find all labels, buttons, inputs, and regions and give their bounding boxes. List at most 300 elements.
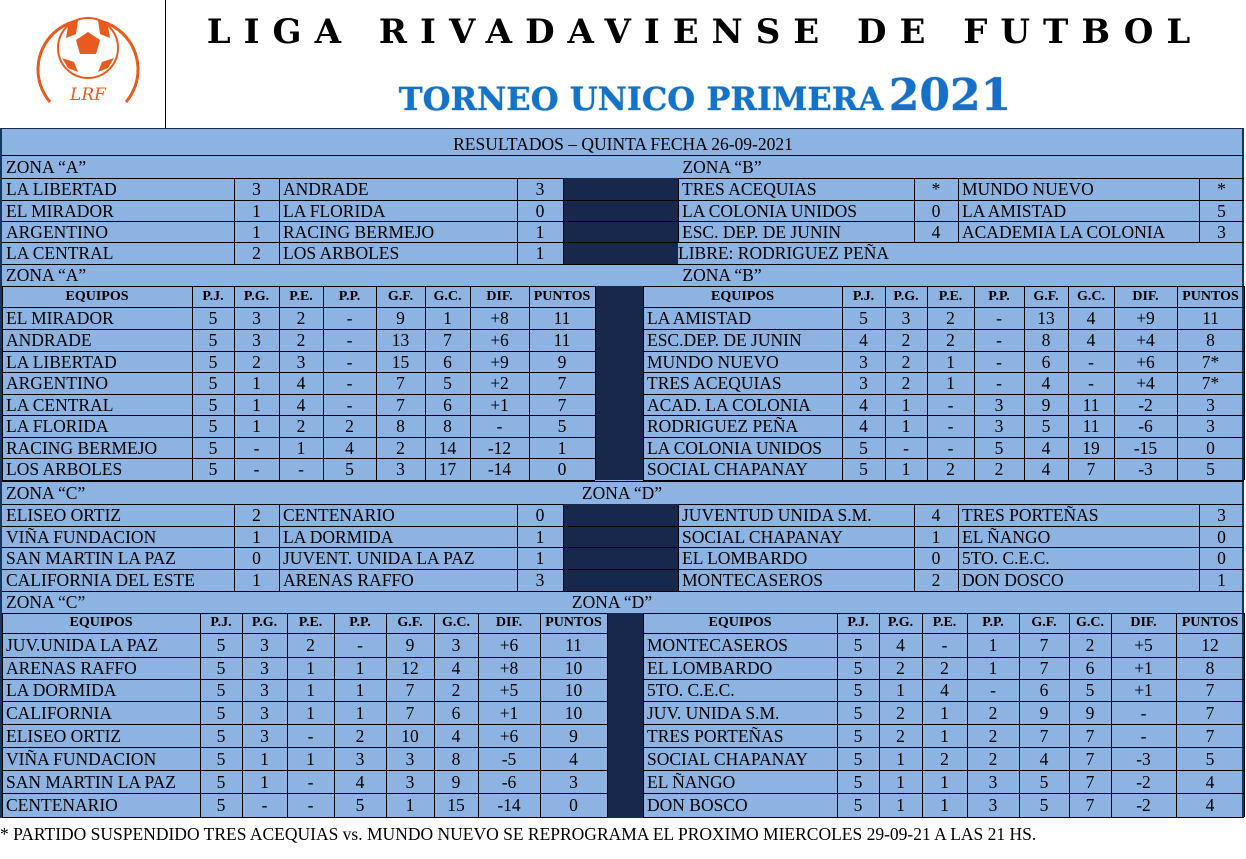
- grid-vline: [200, 613, 201, 817]
- standings-value: 1: [557, 438, 567, 458]
- standings-value: 7: [1085, 795, 1095, 815]
- standings-value: 5: [853, 680, 863, 700]
- grid-vline: [885, 286, 886, 480]
- standings-value: 2: [896, 726, 905, 746]
- standings-value: -: [357, 635, 363, 655]
- standings-value: -: [496, 416, 503, 436]
- standings-value: 5: [853, 795, 863, 815]
- standings-value: 3: [451, 635, 461, 655]
- result-team: JUVENT. UNIDA LA PAZ: [283, 548, 475, 568]
- column-header: P.E.: [938, 289, 963, 304]
- standings-value: 1: [940, 703, 949, 723]
- standings-value: 8: [1041, 330, 1051, 350]
- result-team: LA COLONIA UNIDOS: [682, 201, 857, 221]
- standings-team: JUV. UNIDA S.M.: [647, 703, 780, 723]
- standings-value: 3: [1206, 395, 1215, 415]
- result-score: 0: [252, 548, 261, 568]
- standings-value: 7: [396, 395, 405, 415]
- standings-value: -: [253, 438, 260, 458]
- standings-value: 3: [569, 772, 578, 792]
- standings-value: -: [996, 373, 1002, 393]
- grid-vline: [842, 286, 843, 480]
- standings-team: LA CENTRAL: [6, 395, 114, 415]
- standings-value: 5: [345, 459, 354, 479]
- standings-value: 7: [1039, 658, 1049, 678]
- standings-value: 5: [208, 438, 218, 458]
- standings-value: 5: [1039, 772, 1049, 792]
- standings-value: -: [990, 680, 996, 700]
- result-team: LA DORMIDA: [283, 527, 394, 547]
- grid-vline: [234, 286, 235, 480]
- standings-value: -: [1140, 703, 1147, 723]
- standings-value: 2: [296, 330, 306, 350]
- standings-value: 3: [405, 749, 415, 769]
- standings-value: 5: [216, 635, 226, 655]
- standings-team: 5TO. C.E.C.: [647, 680, 735, 700]
- grid-vline: [279, 178, 280, 264]
- column-header: PUNTOS: [545, 615, 602, 630]
- result-team: SOCIAL CHAPANAY: [682, 527, 843, 547]
- standings-value: +6: [490, 330, 509, 350]
- standings-value: 5: [208, 373, 218, 393]
- standings-team: RACING BERMEJO: [6, 438, 158, 458]
- result-team: LA AMISTAD: [962, 201, 1067, 221]
- standings-value: -2: [1138, 395, 1153, 415]
- grid-hline: [2, 200, 1244, 201]
- grid-hline: [2, 793, 607, 794]
- standings-value: 5: [216, 726, 226, 746]
- standings-value: 5: [853, 658, 863, 678]
- result-score: 1: [252, 201, 261, 221]
- standings-value: 1: [988, 635, 998, 655]
- standings-value: 4: [1086, 330, 1096, 350]
- standings-value: 7: [1085, 749, 1095, 769]
- standings-value: 5: [208, 308, 218, 328]
- standings-value: 3: [252, 330, 261, 350]
- standings-team: DON BOSCO: [647, 795, 748, 815]
- standings-value: +2: [490, 373, 509, 393]
- standings-value: 1: [306, 658, 315, 678]
- standings-value: 2: [896, 703, 905, 723]
- tournament-year: 2021: [888, 70, 1012, 121]
- standings-value: 6: [1041, 352, 1051, 372]
- column-header: DIF.: [1130, 615, 1157, 630]
- standings-value: 5: [1205, 749, 1215, 769]
- result-score: 5: [1217, 201, 1226, 221]
- standings-value: 1: [946, 373, 955, 393]
- grid-vline: [678, 504, 679, 591]
- standings-value: 6: [451, 703, 461, 723]
- column-header: DIF.: [1132, 289, 1159, 304]
- league-title: LIGA RIVADAVIENSE DE FUTBOL: [206, 12, 1204, 52]
- grid-vline: [323, 286, 324, 480]
- standings-value: 9: [569, 726, 578, 746]
- tournament-title: [170, 70, 1240, 121]
- grid-hline: [2, 264, 1244, 265]
- grid-vline: [1024, 286, 1025, 480]
- footer-note: * PARTIDO SUSPENDIDO TRES ACEQUIAS vs. MUNDO NUEVO SE REPROGRAMA EL PROXIMO MIERCOLES 29-09-21 A LAS 21 HS.: [0, 824, 1037, 844]
- standings-value: 4: [1041, 438, 1051, 458]
- grid-vline: [1199, 504, 1200, 591]
- standings-value: 1: [901, 395, 911, 415]
- standings-team: LA FLORIDA: [6, 416, 109, 436]
- standings-value: 5: [216, 658, 226, 678]
- result-score: 1: [252, 570, 261, 590]
- result-score: 3: [1217, 505, 1226, 525]
- standings-value: 4: [896, 635, 905, 655]
- standings-value: 9: [1039, 703, 1049, 723]
- standings-value: 3: [901, 308, 911, 328]
- result-team: MONTECASEROS: [682, 570, 823, 590]
- column-header: G.C.: [1077, 289, 1105, 304]
- standings-team: LA DORMIDA: [6, 680, 117, 700]
- result-team: TRES PORTEÑAS: [962, 505, 1099, 525]
- column-header: PUNTOS: [1181, 615, 1239, 630]
- standings-value: 1: [988, 658, 998, 678]
- result-team: JUVENTUD UNIDA S.M.: [682, 505, 872, 525]
- standings-value: 7: [1086, 459, 1096, 479]
- grid-hline: [2, 633, 607, 634]
- league-logo-icon: [28, 2, 148, 106]
- standings-value: 1: [252, 395, 261, 415]
- standings-value: -6: [1138, 416, 1153, 436]
- result-score: 1: [535, 243, 545, 263]
- grid-hline: [2, 701, 607, 702]
- standings-value: 2: [940, 749, 949, 769]
- standings-team: EL MIRADOR: [6, 308, 114, 328]
- grid-vline: [1019, 613, 1020, 817]
- standings-value: 2: [1085, 635, 1095, 655]
- standings-value: 2: [296, 416, 306, 436]
- result-team: MUNDO NUEVO: [962, 179, 1094, 199]
- standings-value: 2: [946, 308, 955, 328]
- grid-vline: [386, 613, 387, 817]
- column-header: P.J.: [210, 615, 232, 630]
- standings-team: SOCIAL CHAPANAY: [647, 459, 808, 479]
- standings-value: 1: [306, 703, 315, 723]
- standings-value: 9: [557, 352, 567, 372]
- standings-value: -: [947, 416, 954, 436]
- grid-hline: [2, 372, 595, 373]
- column-header: P.E.: [932, 615, 957, 630]
- result-team: ESC. DEP. DE JUNIN: [682, 222, 841, 242]
- standings-value: 4: [1039, 749, 1049, 769]
- standings-value: 4: [296, 373, 306, 393]
- standings-team: LA COLONIA UNIDOS: [647, 438, 822, 458]
- standings-value: -: [1088, 352, 1094, 372]
- standings-team: ESC.DEP. DE JUNIN: [647, 330, 802, 350]
- standings-value: 5: [853, 635, 863, 655]
- standings-value: 1: [306, 749, 315, 769]
- standings-value: 6: [443, 352, 452, 372]
- grid-vline: [234, 504, 235, 591]
- column-header: DIF.: [486, 289, 513, 304]
- results-sheet: [0, 128, 1244, 818]
- standings-value: 7: [396, 373, 405, 393]
- standings-value: 1: [896, 795, 905, 815]
- header-divider: [165, 0, 166, 128]
- grid-vline: [287, 613, 288, 817]
- result-score: 0: [1217, 548, 1226, 568]
- standings-value: 7: [1205, 703, 1215, 723]
- standings-value: 6: [1085, 658, 1095, 678]
- result-team: EL MIRADOR: [6, 201, 114, 221]
- standings-value: -: [346, 330, 353, 350]
- result-score: 2: [252, 505, 261, 525]
- grid-hline: [643, 793, 1244, 794]
- standings-value: +8: [490, 308, 509, 328]
- standings-team: ELISEO ORTIZ: [6, 726, 122, 746]
- column-header: G.F.: [1033, 289, 1059, 304]
- standings-value: 7*: [1201, 352, 1220, 372]
- result-score: 1: [535, 548, 545, 568]
- standings-value: 8: [1206, 330, 1215, 350]
- grid-vline: [1176, 613, 1177, 817]
- result-score: 4: [931, 222, 941, 242]
- result-score: *: [1217, 179, 1226, 199]
- grid-hline: [2, 547, 1244, 548]
- standings-value: +6: [499, 635, 519, 655]
- result-score: 2: [931, 570, 941, 590]
- standings-value: 2: [946, 330, 955, 350]
- standings-value: 2: [896, 658, 905, 678]
- standings-value: -: [903, 438, 909, 458]
- result-score: 0: [1217, 527, 1226, 547]
- result-team: LA LIBERTAD: [6, 179, 117, 199]
- grid-hline: [2, 329, 595, 330]
- standings-value: 13: [391, 330, 410, 350]
- grid-hline: [2, 526, 1244, 527]
- standings-value: -: [947, 438, 954, 458]
- standings-value: 11: [1202, 308, 1219, 328]
- standings-value: -: [261, 795, 268, 815]
- grid-vline: [563, 178, 564, 264]
- standings-value: 1: [940, 772, 949, 792]
- grid-hline: [643, 724, 1244, 725]
- standings-team: CENTENARIO: [6, 795, 118, 815]
- logo-text: LRF: [70, 85, 106, 105]
- standings-value: 3: [994, 395, 1004, 415]
- standings-team: ARGENTINO: [6, 373, 109, 393]
- column-header: P.G.: [887, 615, 914, 630]
- standings-value: +1: [490, 395, 509, 415]
- standings-value: 19: [1082, 438, 1100, 458]
- zone-c-label: ZONA “C”: [6, 483, 86, 503]
- standings-value: 5: [994, 438, 1004, 458]
- result-score: 0: [535, 201, 545, 221]
- standings-value: -: [253, 459, 260, 479]
- standings-team: MONTECASEROS: [647, 635, 788, 655]
- standings-value: 2: [988, 703, 998, 723]
- standings-value: 5: [853, 749, 863, 769]
- grid-hline: [643, 415, 1244, 416]
- zone-d-label: ZONA “D”: [571, 592, 653, 612]
- standings-value: -15: [1133, 438, 1158, 458]
- result-score: 3: [535, 570, 545, 590]
- standings-value: 2: [946, 459, 955, 479]
- grid-hline: [643, 394, 1244, 395]
- standings-value: 10: [564, 680, 583, 700]
- zone-a-label: ZONA “A”: [6, 157, 87, 177]
- standings-value: 6: [443, 395, 452, 415]
- standings-value: 5: [1039, 795, 1049, 815]
- standings-value: 1: [252, 373, 261, 393]
- standings-value: +1: [499, 703, 519, 723]
- column-header: P.P.: [982, 615, 1004, 630]
- grid-vline: [563, 504, 564, 591]
- zone-a-label: ZONA “A”: [6, 265, 87, 285]
- standings-value: 3: [988, 772, 998, 792]
- standings-value: 3: [260, 635, 269, 655]
- result-score: 2: [252, 243, 261, 263]
- standings-value: 8: [443, 416, 452, 436]
- standings-value: 1: [896, 680, 905, 700]
- header: [0, 0, 1246, 128]
- grid-hline: [643, 657, 1244, 658]
- standings-value: -5: [501, 749, 517, 769]
- standings-value: 4: [1041, 459, 1051, 479]
- standings-value: 3: [260, 658, 269, 678]
- grid-vline: [958, 178, 959, 242]
- standings-value: 3: [260, 680, 269, 700]
- standings-value: 7: [557, 395, 567, 415]
- grid-hline: [2, 286, 595, 287]
- standings-value: 5: [208, 416, 218, 436]
- standings-value: 1: [252, 416, 261, 436]
- standings-value: 2: [451, 680, 461, 700]
- standings-value: 1: [946, 352, 955, 372]
- standings-value: 7: [1205, 680, 1215, 700]
- grid-hline: [2, 817, 607, 818]
- result-score: 4: [931, 505, 941, 525]
- libre-note: LIBRE: RODRIGUEZ PEÑA: [678, 243, 889, 263]
- standings-value: 11: [565, 635, 582, 655]
- standings-value: 8: [1205, 658, 1215, 678]
- standings-value: -: [1140, 726, 1147, 746]
- column-header: P.P.: [988, 289, 1010, 304]
- grid-hline: [643, 770, 1244, 771]
- standings-value: 4: [296, 395, 306, 415]
- grid-hline: [2, 394, 595, 395]
- result-score: 1: [931, 527, 941, 547]
- standings-value: 2: [901, 352, 911, 372]
- grid-vline: [914, 504, 915, 591]
- standings-value: 5: [1085, 680, 1095, 700]
- standings-value: 4: [345, 438, 354, 458]
- zone-b-label: ZONA “B”: [682, 157, 762, 177]
- grid-vline: [837, 613, 838, 817]
- standings-value: 1: [306, 680, 315, 700]
- grid-vline: [234, 178, 235, 264]
- zone-c-label: ZONA “C”: [6, 592, 86, 612]
- column-header: P.J.: [852, 289, 875, 304]
- standings-value: +1: [1134, 658, 1153, 678]
- standings-team: LA LIBERTAD: [6, 352, 117, 372]
- standings-value: 15: [447, 795, 465, 815]
- standings-team: SAN MARTIN LA PAZ: [6, 772, 176, 792]
- standings-value: 3: [355, 749, 365, 769]
- standings-value: 3: [1206, 416, 1215, 436]
- grid-vline: [192, 286, 193, 480]
- standings-value: 5: [216, 795, 226, 815]
- standings-value: 9: [451, 772, 461, 792]
- grid-hline: [643, 458, 1244, 459]
- standings-value: 0: [557, 459, 567, 479]
- grid-vline: [2, 613, 3, 817]
- standings-value: -: [346, 373, 353, 393]
- standings-value: 8: [451, 749, 461, 769]
- tournament-name: TORNEO UNICO PRIMERA: [398, 80, 884, 118]
- grid-vline: [517, 504, 518, 591]
- standings-value: 3: [405, 772, 415, 792]
- standings-value: 2: [355, 726, 365, 746]
- standings-team: LA AMISTAD: [647, 308, 752, 328]
- standings-value: 1: [355, 658, 365, 678]
- standings-value: 3: [296, 352, 306, 372]
- grid-vline: [1114, 286, 1115, 480]
- grid-vline: [434, 613, 435, 817]
- standings-value: 7: [1205, 726, 1215, 746]
- standings-value: 2: [940, 658, 949, 678]
- standings-value: 7*: [1201, 373, 1220, 393]
- standings-value: 4: [1205, 772, 1215, 792]
- standings-value: 4: [355, 772, 365, 792]
- standings-value: -: [346, 308, 353, 328]
- standings-value: 4: [859, 395, 868, 415]
- standings-value: +6: [1136, 352, 1155, 372]
- standings-team: MUNDO NUEVO: [647, 352, 779, 372]
- standings-value: 5: [1041, 416, 1051, 436]
- grid-vline: [279, 286, 280, 480]
- grid-hline: [643, 613, 1244, 614]
- standings-value: -: [307, 772, 314, 792]
- standings-value: 3: [260, 726, 269, 746]
- standings-value: 11: [553, 308, 571, 328]
- result-score: 0: [931, 548, 941, 568]
- standings-value: +9: [490, 352, 509, 372]
- column-header: P.J.: [847, 615, 869, 630]
- standings-value: 5: [208, 330, 218, 350]
- standings-value: 3: [260, 703, 269, 723]
- standings-value: 8: [396, 416, 405, 436]
- grid-vline: [529, 286, 530, 480]
- result-score: 1: [535, 527, 545, 547]
- results-title: RESULTADOS – QUINTA FECHA 26-09-2021: [453, 134, 793, 154]
- standings-value: 2: [252, 352, 261, 372]
- standings-value: 1: [940, 726, 949, 746]
- result-team: RACING BERMEJO: [283, 222, 435, 242]
- standings-value: +8: [499, 658, 519, 678]
- navy-separator: [607, 613, 643, 817]
- grid-vline: [879, 613, 880, 817]
- standings-value: -: [1088, 373, 1094, 393]
- standings-value: 9: [405, 635, 415, 655]
- standings-value: 2: [396, 438, 405, 458]
- standings-value: -: [947, 395, 954, 415]
- result-team: EL LOMBARDO: [682, 548, 808, 568]
- standings-value: 0: [1206, 438, 1215, 458]
- standings-value: 4: [1205, 795, 1215, 815]
- standings-team: SOCIAL CHAPANAY: [647, 749, 808, 769]
- standings-value: 3: [859, 373, 868, 393]
- standings-value: 1: [296, 438, 306, 458]
- standings-value: 5: [216, 772, 226, 792]
- result-team: ARENAS RAFFO: [283, 570, 414, 590]
- grid-hline: [2, 569, 1244, 570]
- result-team: LA CENTRAL: [6, 243, 114, 263]
- standings-value: -: [346, 395, 353, 415]
- standings-team: VIÑA FUNDACION: [6, 749, 157, 769]
